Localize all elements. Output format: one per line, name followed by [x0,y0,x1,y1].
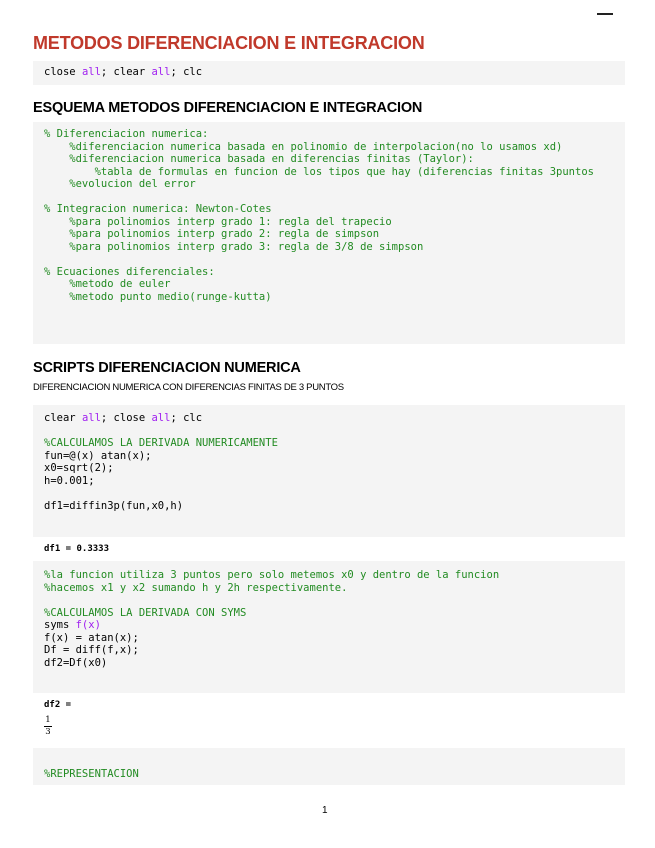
code-line: %la funcion utiliza 3 puntos pero solo metemos x0 y dentro de la funcion [44,569,500,581]
section-heading-esquema: ESQUEMA METODOS DIFERENCIACION E INTEGRACION [33,100,423,116]
code-line: % Ecuaciones diferenciales: [44,265,215,278]
code-block-init [33,61,625,85]
code-line: df2=Df(x0) [44,656,108,669]
code-line [44,191,625,204]
code-line: %hacemos x1 y x2 sumando h y 2h respectivamente. [44,581,348,594]
code-line: %para polinomios interp grado 1: regla del trapecio [44,215,392,228]
code-line: % Integracion numerica: Newton-Cotes [44,203,272,215]
code-line: %metodo de euler [44,278,171,290]
section-heading-scripts: SCRIPTS DIFERENCIACION NUMERICA [33,360,301,376]
code-line: %metodo punto medio(runge-kutta) [44,290,272,303]
code-line: %CALCULAMOS LA DERIVADA CON SYMS [44,606,247,619]
fraction-denominator: 3 [45,727,51,737]
code-line: %diferenciacion numerica basada en diferencias finitas (Taylor): [44,153,474,165]
code-line: f(x) = atan(x); [44,631,139,644]
code-block-numeric [33,405,625,537]
section-subtitle: DIFERENCIACION NUMERICA CON DIFERENCIAS FINITAS DE 3 PUNTOS [33,382,344,393]
window-minimize-dash [597,13,613,15]
page-number: 1 [322,805,328,816]
code-line: df1=diffin3p(fun,x0,h) [44,499,184,512]
code-block-esquema [33,122,625,344]
code-line: close all; clear all; clc [44,66,203,78]
code-line: clear all; close all; clc [44,412,203,424]
code-line: %CALCULAMOS LA DERIVADA NUMERICAMENTE [44,437,278,449]
code-line: % Diferenciacion numerica: [44,128,209,140]
fraction-numerator: 1 [45,715,51,725]
code-line: %para polinomios interp grado 2: regla de simpson [44,228,380,240]
document-title: METODOS DIFERENCIACION E INTEGRACION [33,33,425,53]
code-line [44,253,625,266]
code-block-representacion [33,748,625,785]
output-df2: df2 = [44,700,72,710]
code-line: h=0.001; [44,474,95,487]
code-line: %diferenciacion numerica basada en polinomio de interpolacion(no lo usamos xd) [44,140,563,153]
code-line: %evolucion del error [44,178,196,190]
code-line: %tabla de formulas en funcion de los tipos que hay (diferencias finitas 3puntos [44,165,594,178]
code-line: x0=sqrt(2); [44,462,114,474]
code-line: %REPRESENTACION [44,768,139,780]
code-block-syms [33,561,625,693]
code-line: %para polinomios interp grado 3: regla de 3/8 de simpson [44,240,424,253]
output-df1: df1 = 0.3333 [44,544,110,554]
code-line: fun=@(x) atan(x); [44,449,152,462]
output-fraction [44,716,52,737]
code-line: Df = diff(f,x); [44,644,139,656]
code-line: syms f(x) [44,619,101,631]
